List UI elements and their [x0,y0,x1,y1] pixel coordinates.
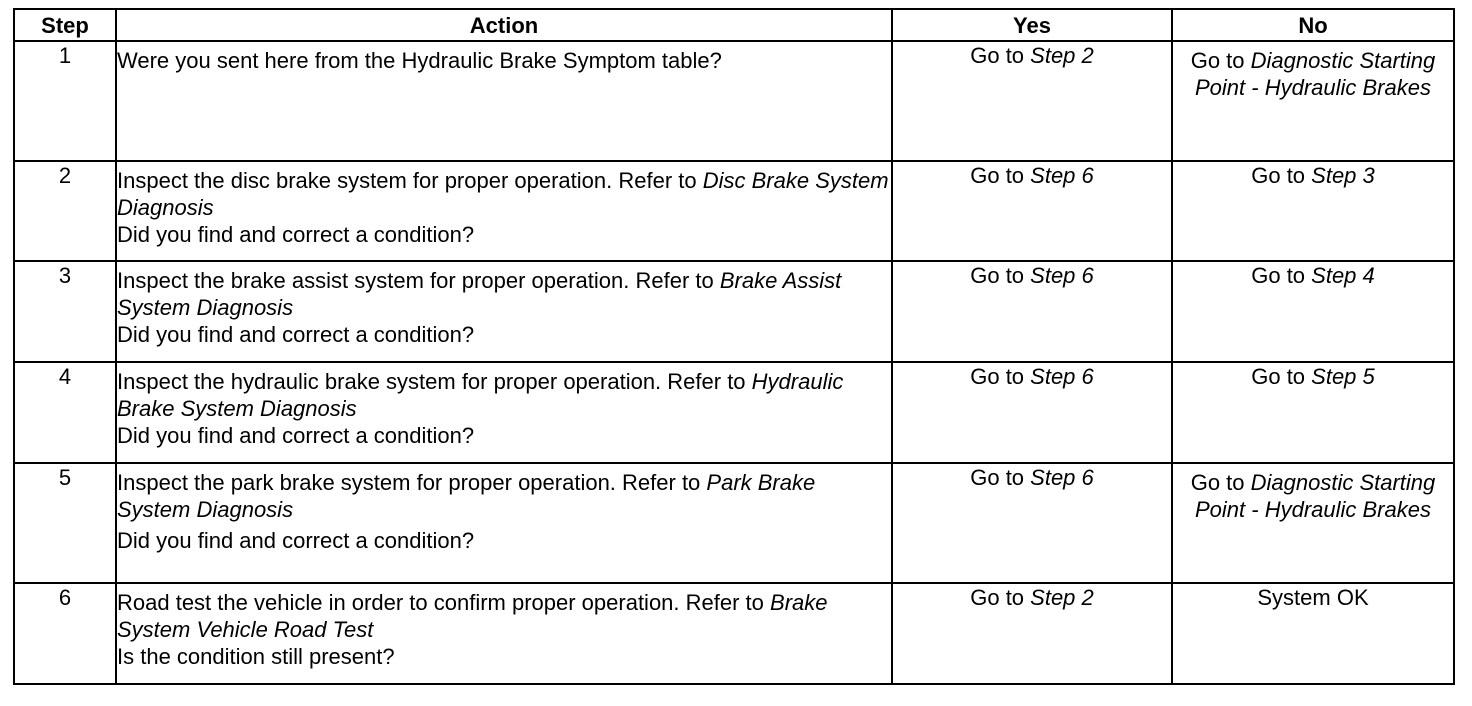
table-row [14,463,1454,583]
action-text: Inspect the park brake system for proper operation. Refer to [117,470,707,495]
step-number: 3 [14,261,116,362]
no-step-link[interactable]: Step 4 [1311,263,1375,288]
action-question: Is the condition still present? [117,644,395,669]
action-cell [116,41,892,161]
action-ref-link[interactable]: Disc Brake System Diagnosis [117,168,889,220]
action-cell [116,362,892,463]
yes-prefix: Go to [970,364,1031,389]
table-row [14,41,1454,161]
table-row [14,362,1454,463]
table-row [14,583,1454,684]
yes-prefix: Go to [970,465,1031,490]
yes-cell [892,583,1172,684]
header-action: Action [116,9,892,41]
action-question: Did you find and correct a condition? [117,423,475,448]
yes-prefix: Go to [970,163,1031,188]
no-prefix: Go to [1251,364,1312,389]
yes-step-link[interactable]: Step 2 [1030,585,1094,610]
yes-prefix: Go to [970,263,1031,288]
action-text: Were you sent here from the Hydraulic Brake Symptom table? [117,48,722,73]
yes-cell [892,362,1172,463]
step-number: 5 [14,463,116,583]
yes-step-link[interactable]: Step 6 [1030,263,1094,288]
action-cell [116,463,892,583]
no-cell [1172,362,1454,463]
table-row [14,261,1454,362]
no-diagnostic-link[interactable]: Diagnostic Starting Point - Hydraulic Brakes [1195,48,1436,100]
action-cell [116,161,892,261]
header-row [14,9,1454,41]
yes-step-link[interactable]: Step 6 [1030,465,1094,490]
action-cell [116,261,892,362]
no-cell [1172,463,1454,583]
no-step-link[interactable]: Step 3 [1311,163,1375,188]
yes-cell [892,41,1172,161]
action-text: Inspect the disc brake system for proper operation. Refer to [117,168,703,193]
step-number: 1 [14,41,116,161]
yes-cell [892,161,1172,261]
no-cell [1172,161,1454,261]
yes-step-link[interactable]: Step 6 [1030,364,1094,389]
action-text: Inspect the brake assist system for proper operation. Refer to [117,268,720,293]
action-question: Did you find and correct a condition? [117,322,475,347]
yes-step-link[interactable]: Step 2 [1030,43,1094,68]
header-yes: Yes [892,9,1172,41]
no-cell [1172,41,1454,161]
table-row [14,161,1454,261]
action-ref-link[interactable]: Hydraulic Brake System Diagnosis [117,369,844,421]
no-cell [1172,261,1454,362]
no-prefix: Go to [1251,263,1312,288]
yes-prefix: Go to [970,585,1031,610]
no-cell [1172,583,1454,684]
yes-step-link[interactable]: Step 6 [1030,163,1094,188]
header-no: No [1172,9,1454,41]
no-result-text: System OK [1257,585,1369,610]
no-step-link[interactable]: Step 5 [1311,364,1375,389]
diagnostic-table [13,8,1455,685]
yes-cell [892,261,1172,362]
step-number: 2 [14,161,116,261]
action-ref-link[interactable]: Brake System Vehicle Road Test [117,590,828,642]
header-step: Step [14,9,116,41]
no-prefix: Go to [1251,163,1312,188]
action-ref-link[interactable]: Park Brake System Diagnosis [117,470,816,522]
action-text: Road test the vehicle in order to confirm proper operation. Refer to [117,590,771,615]
action-text: Inspect the hydraulic brake system for proper operation. Refer to [117,369,752,394]
no-prefix: Go to [1190,470,1251,495]
action-cell [116,583,892,684]
no-prefix: Go to [1190,48,1251,73]
action-question: Did you find and correct a condition? [117,528,475,553]
action-question: Did you find and correct a condition? [117,222,475,247]
yes-prefix: Go to [970,43,1031,68]
action-ref-link[interactable]: Brake Assist System Diagnosis [117,268,842,320]
step-number: 4 [14,362,116,463]
yes-cell [892,463,1172,583]
no-diagnostic-link[interactable]: Diagnostic Starting Point - Hydraulic Brakes [1195,470,1436,522]
step-number: 6 [14,583,116,684]
